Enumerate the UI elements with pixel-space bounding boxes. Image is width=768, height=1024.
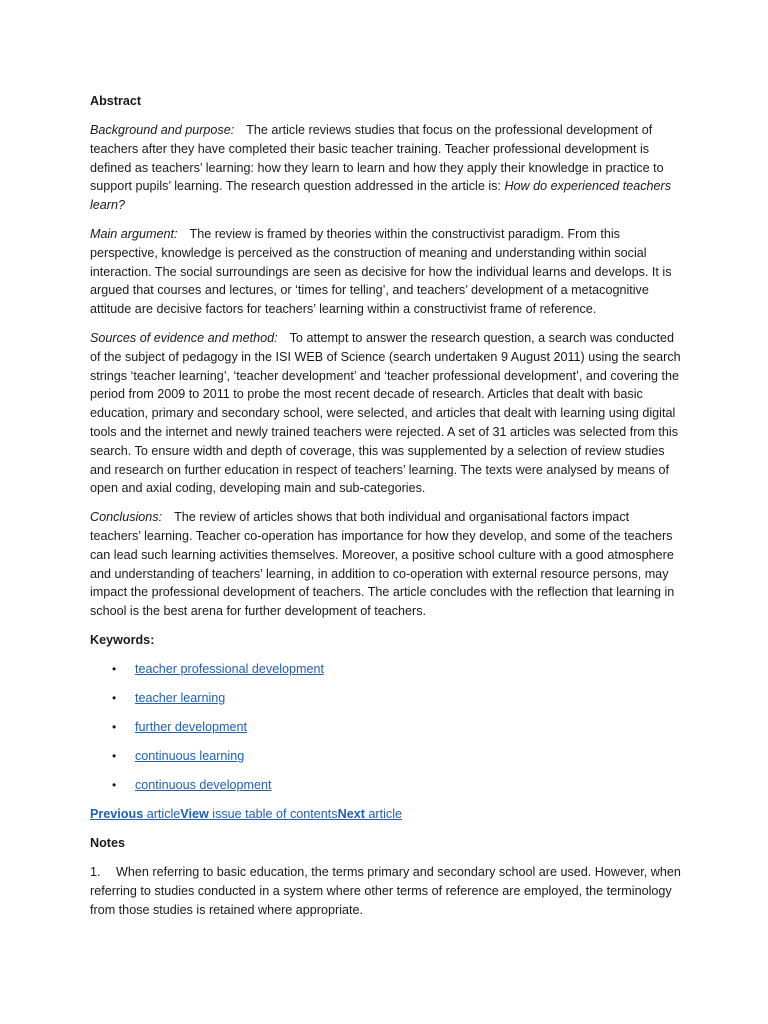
conclusions-text: The review of articles shows that both individual and organisational factors impact teachers’ learning. Teacher co-operation has importance for how they develop, and some of the teachers can lead such learning activities themselves. Moreover, a positive school culture with a good atmosphere and understanding of teachers’ learning, in addition to co-operation with external resource persons, may impact the professional development of teachers. The article concludes with the reflection that learning in school is the best arena for further development of teachers. bbox=[90, 510, 675, 619]
main-argument-text: The review is framed by theories within the constructivist paradigm. From this perspective, knowledge is perceived as the construction of meaning and understanding within social interaction. The social surroundings are seen as decisive for how the individual learns and develops. It is argued that courses and lectures, or ‘times for telling’, and teachers’ development of a metacognitive attitude are decisive factors for teachers’ learning within a constructivist frame of reference. bbox=[90, 226, 672, 317]
list-item bbox=[90, 776, 682, 795]
keyword-link[interactable]: teacher professional development bbox=[135, 661, 325, 676]
abstract-main-argument-paragraph bbox=[90, 225, 682, 319]
previous-article-bold: Previous bbox=[90, 806, 144, 821]
bullet-icon: • bbox=[112, 690, 117, 705]
list-item bbox=[90, 660, 682, 679]
next-article-link[interactable] bbox=[338, 807, 402, 821]
background-text: The article reviews studies that focus on the professional development of teachers after they have completed their basic teacher training. Teacher professional development is defined as teachers’ learning: how they learn to learn and how they apply their knowledge in practice to support pupils’ learning. The research question addressed in the article is: bbox=[90, 123, 664, 194]
bullet-icon: • bbox=[112, 661, 117, 676]
abstract-conclusions-paragraph bbox=[90, 508, 682, 621]
keyword-link[interactable]: further development bbox=[135, 719, 248, 734]
list-item bbox=[90, 747, 682, 766]
previous-article-link[interactable] bbox=[90, 807, 180, 821]
notes-heading: Notes bbox=[90, 835, 125, 850]
keyword-link[interactable]: continuous development bbox=[135, 777, 272, 792]
article-navigation bbox=[90, 805, 682, 824]
view-toc-bold: View bbox=[180, 806, 209, 821]
abstract-sources-paragraph bbox=[90, 329, 682, 498]
abstract-background-paragraph bbox=[90, 121, 682, 215]
view-toc-link[interactable] bbox=[180, 807, 337, 821]
keywords-heading: Keywords: bbox=[90, 632, 155, 647]
keyword-link[interactable]: continuous learning bbox=[135, 748, 245, 763]
bullet-icon: • bbox=[112, 748, 117, 763]
main-argument-label: Main argument: bbox=[90, 226, 178, 241]
sources-text: To attempt to answer the research question, a search was conducted of the subject of pedagogy in the ISI WEB of Science (search undertaken 9 August 2011) using the search strings ‘teacher learning’, ‘teacher development’ and ‘teacher professional development’, and covering the period from 2009 to 2011 to probe the most recent decade of research. Articles that dealt with basic education, primary and secondary school, were selected, and articles that dealt with learning using digital tools and the internet and newly trained teachers were rejected. A set of 31 articles was selected from this search. To ensure width and depth of coverage, this was supplemented by a selection of review studies and research on further education in respect of teachers’ learning. The texts were analysed by means of open and axial coding, developing main and sub-categories. bbox=[90, 330, 681, 496]
list-item bbox=[90, 718, 682, 737]
next-article-text: article bbox=[364, 806, 402, 821]
bullet-icon: • bbox=[112, 719, 117, 734]
background-label: Background and purpose: bbox=[90, 123, 235, 137]
list-item bbox=[90, 689, 682, 708]
view-toc-text: issue table of contents bbox=[208, 806, 338, 821]
document-page bbox=[90, 92, 682, 929]
previous-article-text: article bbox=[143, 806, 181, 821]
keyword-link[interactable]: teacher learning bbox=[135, 690, 226, 705]
bullet-icon: • bbox=[112, 777, 117, 792]
note-item bbox=[90, 863, 682, 919]
sources-label: Sources of evidence and method: bbox=[90, 330, 278, 345]
conclusions-label: Conclusions: bbox=[90, 510, 163, 525]
keywords-list bbox=[90, 660, 682, 795]
research-question: How do experienced teachers learn? bbox=[90, 179, 672, 213]
next-article-bold: Next bbox=[337, 806, 365, 821]
abstract-heading: Abstract bbox=[90, 94, 142, 108]
note-number: 1. bbox=[90, 864, 101, 879]
note-text: When referring to basic education, the terms primary and secondary school are used. However, when referring to studies conducted in a system where other terms of reference are employed, the terminology from those studies is retained where appropriate. bbox=[90, 864, 681, 917]
